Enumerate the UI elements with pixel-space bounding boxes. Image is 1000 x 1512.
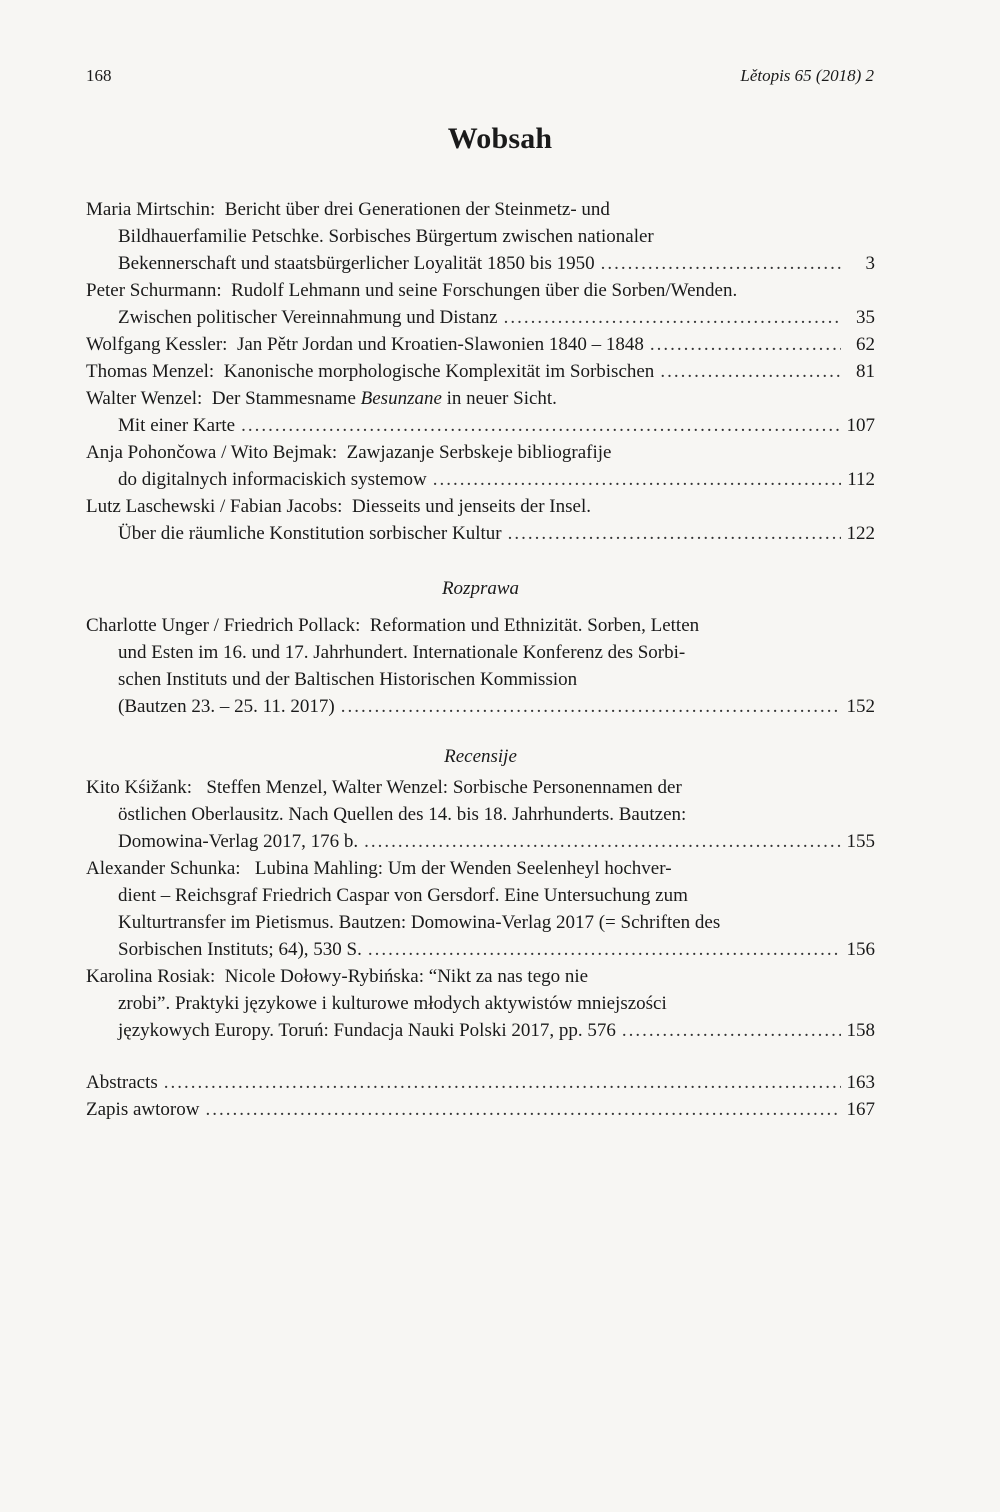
- entry-title-line: schen Instituts und der Baltischen Historischen Kommission: [118, 669, 578, 690]
- leader-dots: [164, 1069, 841, 1096]
- entry-author: Kito Kśižank:: [86, 777, 193, 798]
- entry-title-line: Der Stammesname Besunzane in neuer Sicht.: [211, 388, 557, 409]
- entry-title-line: Rudolf Lehmann und seine Forschungen über die Sorben/Wenden.: [231, 280, 738, 301]
- entry-title-line: Zawjazanje Serbskeje bibliografije: [346, 442, 612, 463]
- leader-dots: [341, 693, 841, 720]
- entry-author: Lutz Laschewski / Fabian Jacobs:: [86, 496, 343, 517]
- entry-title-line: Bildhauerfamilie Petschke. Sorbisches Bürgertum zwischen nationaler: [118, 226, 654, 247]
- section-heading-rozprawa: Rozprawa: [441, 578, 520, 599]
- entry-page: 112: [847, 469, 875, 490]
- leader-dots: [504, 304, 841, 331]
- entry-title-line: (Bautzen 23. – 25. 11. 2017): [118, 696, 335, 717]
- leader-dots: [433, 466, 841, 493]
- entry-title-line: dient – Reichsgraf Friedrich Caspar von Gersdorf. Eine Untersuchung zum: [118, 885, 688, 906]
- entry-page: 163: [846, 1072, 875, 1093]
- leader-dots: [601, 250, 841, 277]
- leader-dots: [368, 936, 841, 963]
- entry-author: Charlotte Unger / Friedrich Pollack:: [86, 615, 361, 636]
- entry-title-line: Diesseits und jenseits der Insel.: [351, 496, 591, 517]
- leader-dots: [650, 331, 841, 358]
- entry-title-line: Nicole Dołowy-Rybińska: “Nikt za nas tego nie: [224, 966, 589, 987]
- entry-title-line: und Esten im 16. und 17. Jahrhundert. Internationale Konferenz des Sorbi-: [118, 642, 686, 663]
- entry-title-line: Kulturtransfer im Pietismus. Bautzen: Domowina-Verlag 2017 (= Schriften des: [118, 912, 721, 933]
- rozprawa-section: [86, 575, 875, 720]
- running-header: [86, 66, 874, 90]
- toc-entry[interactable]: [86, 358, 875, 385]
- toc-entry[interactable]: [86, 963, 875, 1044]
- section-heading-recensije: Recensije: [444, 746, 517, 767]
- entry-page: 35: [856, 307, 875, 328]
- entry-title-line: zrobi”. Praktyki językowe i kulturowe młodych aktywistów mniejszości: [118, 993, 667, 1014]
- entry-title-line: Domowina-Verlag 2017, 176 b.: [118, 831, 359, 852]
- entry-page: 122: [846, 523, 875, 544]
- toc-entry[interactable]: [86, 196, 875, 277]
- entry-page: 3: [865, 253, 875, 274]
- recensije-section: [86, 743, 875, 1044]
- leader-dots: [364, 828, 840, 855]
- toc-title: Wobsah: [447, 122, 553, 155]
- entry-title-line: Mit einer Karte: [118, 415, 236, 436]
- toc-entry[interactable]: [86, 612, 875, 720]
- entry-author: Alexander Schunka:: [86, 858, 241, 879]
- leader-dots: [205, 1096, 840, 1123]
- entry-author: Anja Pohončowa / Wito Bejmak:: [86, 442, 338, 463]
- entry-title-line: Jan Pětr Jordan und Kroatien-Slawonien 1840 – 1848: [236, 334, 644, 355]
- entry-page: 152: [846, 696, 875, 717]
- entry-page: 167: [846, 1099, 875, 1120]
- toc-entry[interactable]: [86, 1096, 875, 1123]
- back-matter: [86, 1069, 875, 1123]
- entry-title-line: do digitalnych informaciskich systemow: [118, 469, 427, 490]
- toc-entry[interactable]: [86, 277, 875, 331]
- entry-title-line: Reformation und Ethnizität. Sorben, Letten: [369, 615, 700, 636]
- entry-author: Wolfgang Kessler:: [86, 334, 228, 355]
- entry-title-line: Kanonische morphologische Komplexität im Sorbischen: [223, 361, 655, 382]
- entry-author: Maria Mirtschin:: [86, 199, 216, 220]
- entry-title-line: Lubina Mahling: Um der Wenden Seelenheyl hochver-: [254, 858, 672, 879]
- entry-title-line: Bericht über drei Generationen der Steinmetz- und: [224, 199, 610, 220]
- leader-dots: [622, 1017, 841, 1044]
- page-number: 168: [86, 66, 112, 85]
- toc-entry[interactable]: [86, 331, 875, 358]
- entry-title-line: Steffen Menzel, Walter Wenzel: Sorbische Personennamen der: [206, 777, 682, 798]
- toc-entry[interactable]: [86, 1069, 875, 1096]
- entry-author: Walter Wenzel:: [86, 388, 203, 409]
- toc-entry[interactable]: [86, 493, 875, 547]
- toc-entry[interactable]: [86, 774, 875, 855]
- toc-entry[interactable]: [86, 855, 875, 963]
- entry-author: Thomas Menzel:: [86, 361, 215, 382]
- entry-page: 156: [846, 939, 875, 960]
- entry-page: 158: [846, 1020, 875, 1041]
- entry-page: 107: [846, 415, 875, 436]
- entry-title-line: Bekennerschaft und staatsbürgerlicher Loyalität 1850 bis 1950: [118, 253, 595, 274]
- leader-dots: [660, 358, 841, 385]
- toc-entry[interactable]: [86, 385, 875, 439]
- leader-dots: [508, 520, 841, 547]
- entry-title-line: Sorbischen Instituts; 64), 530 S.: [118, 939, 362, 960]
- entry-title-line: Zapis awtorow: [86, 1099, 200, 1120]
- entry-title-line: Über die räumliche Konstitution sorbischer Kultur: [118, 523, 502, 544]
- entry-author: Peter Schurmann:: [86, 280, 222, 301]
- toc-entry[interactable]: [86, 439, 875, 493]
- entry-title-line: östlichen Oberlausitz. Nach Quellen des 14. bis 18. Jahrhunderts. Bautzen:: [118, 804, 687, 825]
- entry-title-line: Abstracts: [86, 1072, 158, 1093]
- entry-title-line: Zwischen politischer Vereinnahmung und Distanz: [118, 307, 498, 328]
- entry-page: 62: [856, 334, 875, 355]
- journal-title: Lětopis 65 (2018) 2: [740, 66, 874, 85]
- leader-dots: [241, 412, 840, 439]
- entry-page: 81: [856, 361, 875, 382]
- entry-author: Karolina Rosiak:: [86, 966, 216, 987]
- entry-page: 155: [846, 831, 875, 852]
- entry-title-line: językowych Europy. Toruń: Fundacja Nauki Polski 2017, pp. 576: [118, 1020, 616, 1041]
- articles-list: [86, 196, 875, 547]
